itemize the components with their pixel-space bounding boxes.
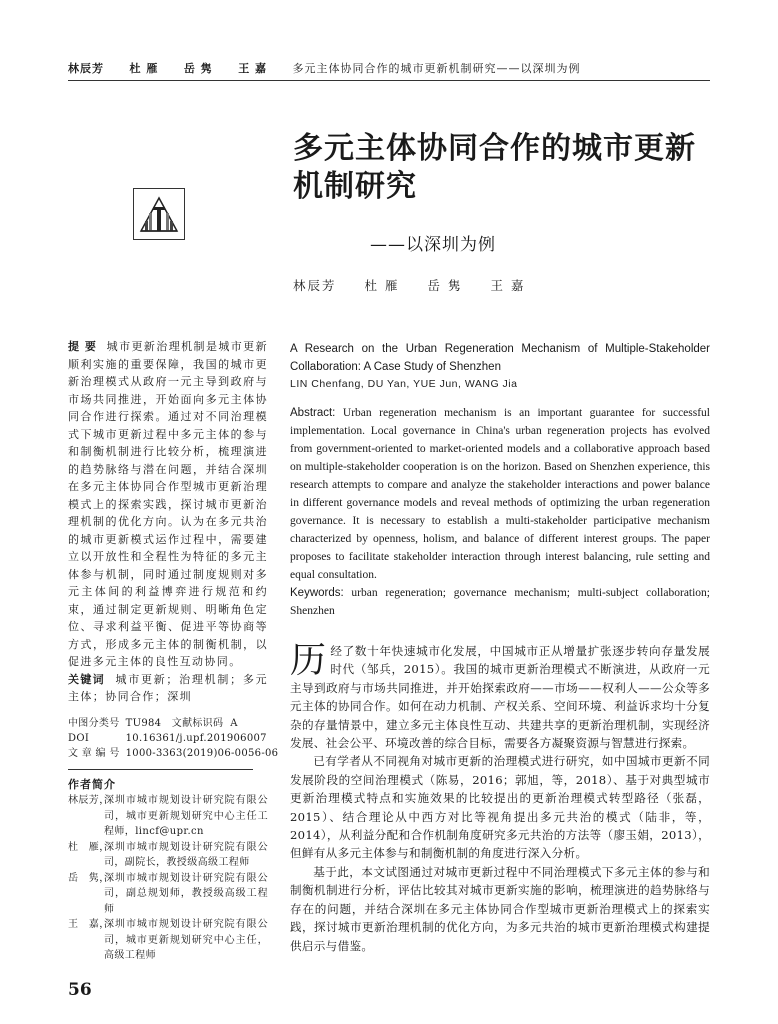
page-number: 56 xyxy=(68,979,92,1000)
body-paragraph: 已有学者从不同视角对城市更新的治理模式进行研究，如中国城市更新不同发展阶段的空间治理模式（陈易，2016；郭旭，等，2018）、基于对典型城市更新治理模式特点和实施效果的比较提出的更新治理模式转型路径（张磊，2015）、结合理论从中西方对比等视角提出多元共治的模式（陆非，等，2014），从利益分配和合作机制角度研究多元共治的方法等（廖玉娟，2013），但鲜有从多元主体参与和制衡机制的角度进行深入分析。 xyxy=(290,754,710,861)
bio-name: 杜 雁， xyxy=(68,841,110,853)
article-title: 多元主体协同合作的城市更新机制研究 xyxy=(293,131,696,204)
article-no-value: 1000-3363(2019)06-0056-06 xyxy=(125,747,279,759)
clc-label: 中图分类号 xyxy=(68,717,120,729)
bio-item xyxy=(68,793,268,840)
journal-logo-icon xyxy=(133,188,185,240)
doc-code: A xyxy=(230,717,238,729)
bio-name: 王 嘉， xyxy=(68,919,110,930)
paragraph-text: 经了数十年快速城市化发展，中国城市正从增量扩张逐步转向存量发展时代（邹兵，2015）。我国的城市更新治理模式不断演进，从政府一元主导到政府与市场共同推进，并开始探索政府——市场——权利人——公众等多元主体的协同合作。如何在动力机制、产权关系、空间环境、利益诉求均十分复杂的存量情景中，建立多元主体良性互动、共建共享的更新治理机制，实现经济发展、社会公平、环境改善的综合目标，需要各方凝聚资源与智慧进行探索。 xyxy=(290,644,710,751)
chinese-abstract xyxy=(68,338,268,671)
running-head xyxy=(68,60,710,81)
body-text xyxy=(290,642,710,955)
clc-value xyxy=(126,716,285,731)
bio-item xyxy=(68,917,268,964)
bio-name: 岳 隽， xyxy=(68,872,110,884)
english-abstract-text: Urban regeneration mechanism is an important guarantee for successful implementation. Local governance in China's urban regeneration projects has evolved from government-oriented to market-oriented models and a collaborative approach based on multiple-stakeholder cooperation is on the horizon. Based on Shenzhen experience, this research attempts to compare and analyze the stakeholder interactions and power balance in different governance models and reveal methods of optimizing the urban regeneration governance. It is necessary to establish a multi-stakeholder participative mechanism characterized by openness, holism, and balance of different interest groups. The paper proposes to facilitate stakeholder interaction through interest balancing, rule setting and equal consultation. xyxy=(290,407,711,581)
english-keywords-label: Keywords: xyxy=(290,587,344,599)
bio-item xyxy=(68,840,268,871)
body-paragraph: 基于此，本文试图通过对城市更新过程中不同治理模式下多元主体的参与和制衡机制进行分析，评估比较其对城市更新实施的影响，梳理演进的趋势脉络与存在的问题，并结合深圳在多元主体协同合作型城市更新治理模式上的探索实践，探讨城市更新治理机制的优化方向，为多元共治的城市更新治理模式构建提供启示与借鉴。 xyxy=(290,864,710,953)
keywords-text: 城市更新；治理机制；多元主体；协同合作；深圳 xyxy=(68,672,268,703)
bio-item xyxy=(68,871,268,918)
english-authors: LIN Chenfang, DU Yan, YUE Jun, WANG Jia xyxy=(290,378,518,390)
bio-heading: 作者简介 xyxy=(68,777,116,791)
bio-text: 深圳市城市规划设计研究院有限公司，城市更新规划研究中心主任，高级工程师 xyxy=(104,919,268,961)
author: 王 嘉 xyxy=(490,278,526,293)
running-head-author: 林辰芳 xyxy=(68,62,104,75)
bio-text: 深圳市城市规划设计研究院有限公司，副院长，教授级高级工程师 xyxy=(104,841,268,868)
running-head-author: 杜 雁 xyxy=(129,62,159,75)
doc-code-label: 文献标识码 xyxy=(171,717,224,729)
english-abstract xyxy=(290,404,710,620)
english-abstract-label: Abstract: xyxy=(290,407,336,419)
chinese-keywords xyxy=(68,671,268,706)
author: 岳 隽 xyxy=(427,278,463,293)
bio-text: 深圳市城市规划设计研究院有限公司，副总规划师，教授级高级工程师 xyxy=(104,872,268,915)
chinese-abstract-column xyxy=(68,338,279,1000)
bio-name: 林辰芳， xyxy=(68,795,110,806)
drop-cap: 历 xyxy=(290,640,327,681)
running-head-title: 多元主体协同合作的城市更新机制研究——以深圳为例 xyxy=(292,62,581,75)
bio-text: 深圳市城市规划设计研究院有限公司，城市更新规划研究中心主任工程师，lincf@upr.cn xyxy=(104,795,268,837)
running-head-author: 王 嘉 xyxy=(238,62,268,75)
article-no-label: 文 章 编 号 xyxy=(68,747,120,759)
author: 林辰芳 xyxy=(293,278,337,293)
english-keywords-text: urban regeneration; governance mechanism; multi-subject collaboration; Shenzhen xyxy=(290,587,711,617)
author-bios xyxy=(68,793,268,964)
divider xyxy=(68,769,253,770)
body-paragraph xyxy=(290,642,710,752)
english-title: A Research on the Urban Regeneration Mechanism of Multiple-Stakeholder Collaboration: A Case Study of Shenzhen xyxy=(290,343,710,373)
abstract-text: 城市更新治理机制是城市更新顺利实施的重要保障，我国的城市更新治理模式从政府一元主导到政府与市场共同推进，开始面向多元主体协同合作进行探索。通过对不同治理模式下城市更新过程中多元主体的参与和制衡机制进行比较分析，梳理演进的趋势脉络与潜在问题，并结合深圳在多元主体协同合作型城市更新治理模式上的探索实践，探讨城市更新治理机制的优化方向。认为在多元共治的城市更新模式运作过程中，需要建立以开放性和全程性为特征的多元主体参与机制，同时通过制度规则对多元主体间的利益博弈进行规范和约束，通过制定更新规则、明晰角色定位、寻求利益平衡、促进平等协商等方式，形成多元主体的制衡机制，以促进多元主体的良性互动协同。 xyxy=(68,340,268,668)
article-subtitle: ——以深圳为例 xyxy=(370,235,496,255)
article-meta xyxy=(68,716,284,761)
clc-code: TU984 xyxy=(125,717,162,729)
author-list xyxy=(293,276,549,294)
abstract-label: 提 要 xyxy=(68,340,97,353)
keywords-label: 关键词 xyxy=(68,672,106,686)
doi-label: DOI xyxy=(68,732,90,744)
author: 杜 雁 xyxy=(364,278,400,293)
doi-value[interactable]: 10.16361/j.upf.201906007 xyxy=(125,732,267,744)
running-head-author: 岳 隽 xyxy=(183,62,213,75)
english-and-body-column xyxy=(290,340,710,955)
